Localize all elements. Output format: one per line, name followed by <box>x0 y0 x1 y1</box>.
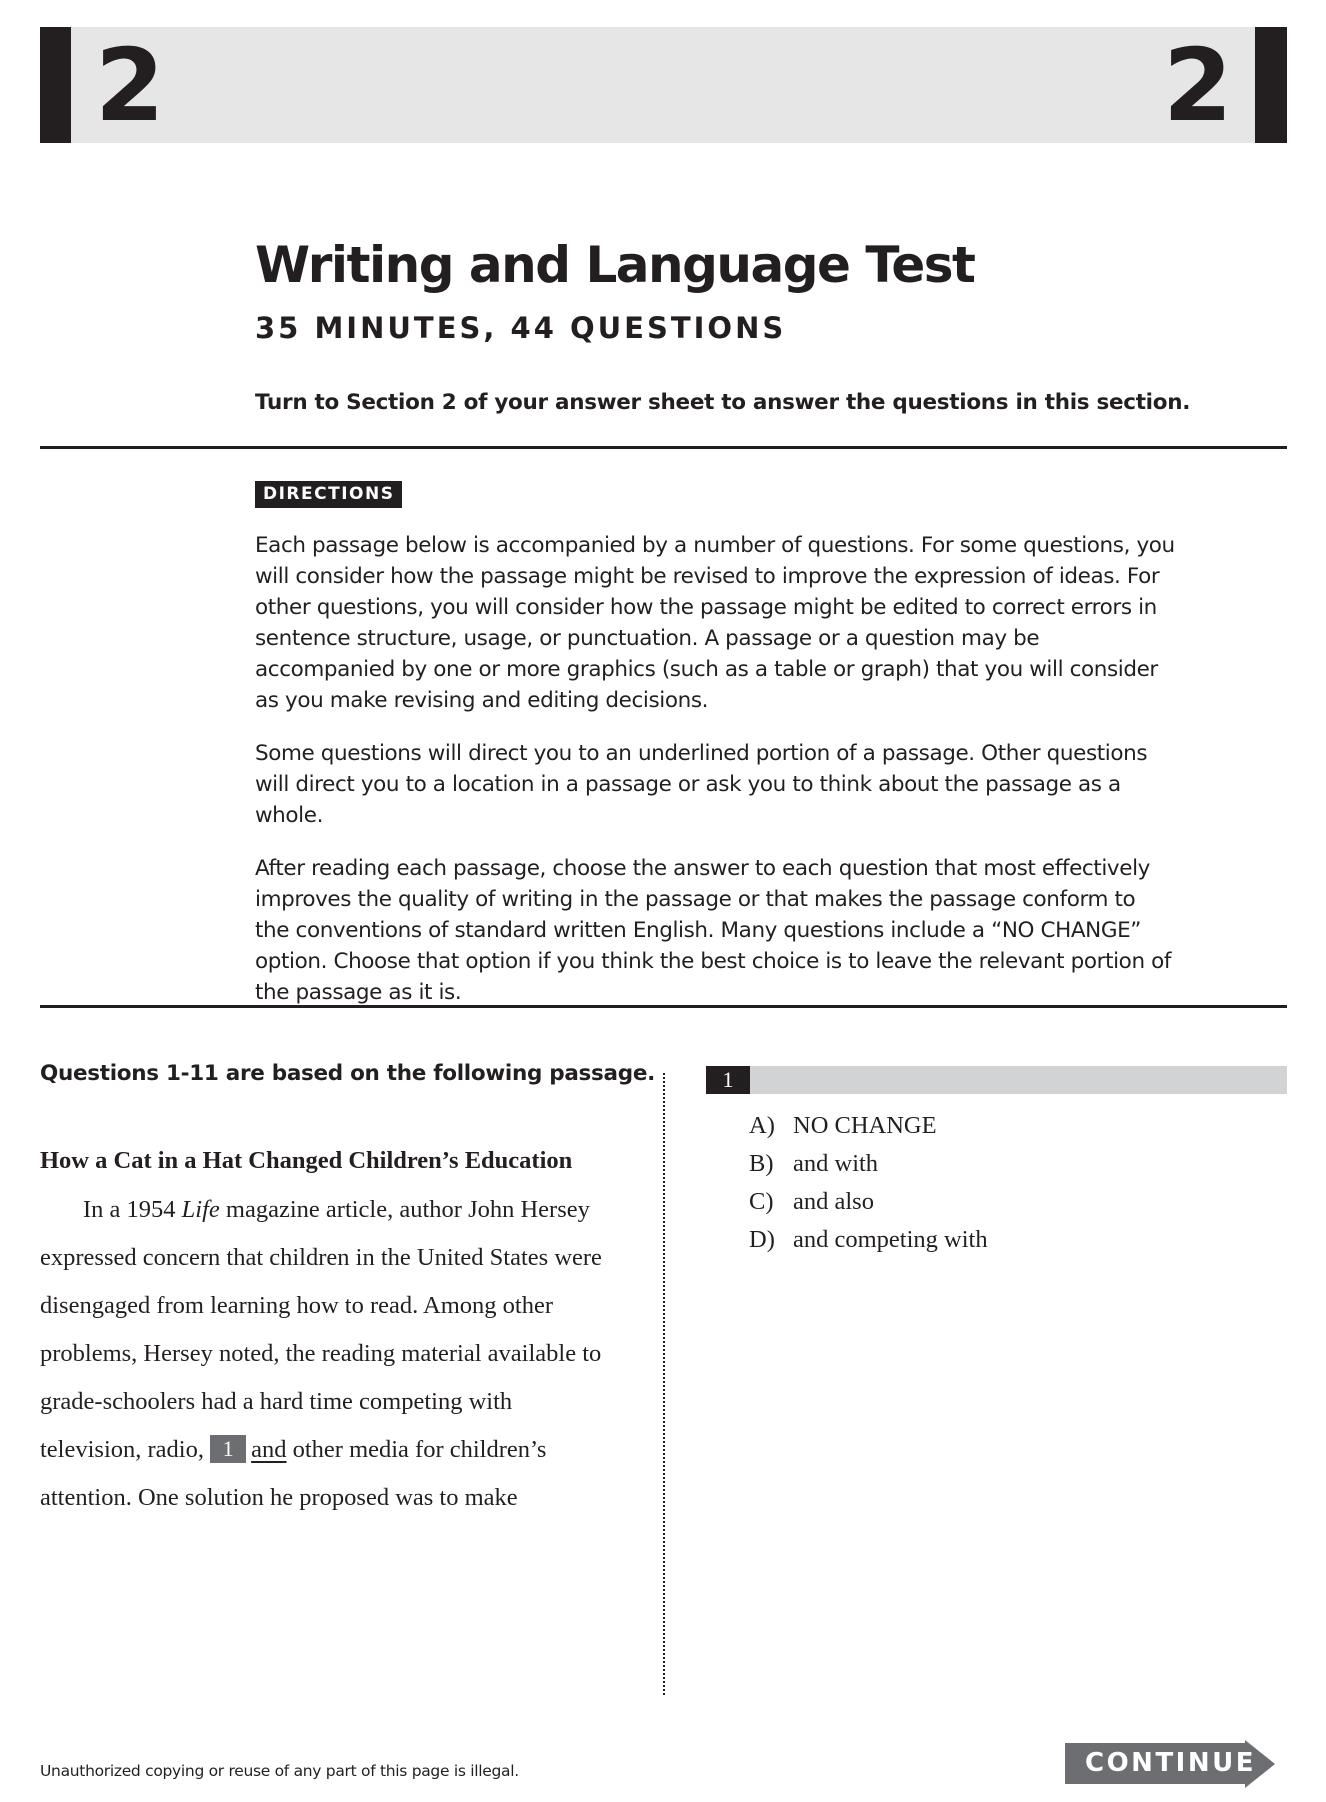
section-header-band <box>40 27 1287 143</box>
answer-choice-c[interactable] <box>749 1183 988 1221</box>
section-number-left: 2 <box>95 27 165 144</box>
test-subtitle: 35 MINUTES, 44 QUESTIONS <box>255 311 787 345</box>
column-divider <box>663 1073 665 1695</box>
passage-body <box>40 1186 640 1522</box>
choice-letter: D) <box>749 1226 775 1253</box>
choice-text: and also <box>793 1188 874 1215</box>
answer-choice-d[interactable] <box>749 1221 988 1259</box>
section-number-right: 2 <box>1163 27 1233 144</box>
header-bar-left <box>40 27 71 143</box>
passage-intro: Questions 1-11 are based on the following passage. <box>40 1061 655 1086</box>
passage-line <box>40 1426 640 1474</box>
header-bar-right <box>1255 27 1287 143</box>
test-title: Writing and Language Test <box>255 236 975 294</box>
passage-line: disengaged from learning how to read. Among other <box>40 1292 554 1319</box>
section-instruction: Turn to Section 2 of your answer sheet to answer the questions in this section. <box>255 390 1191 415</box>
choice-text: and competing with <box>793 1226 988 1253</box>
choice-letter: A) <box>749 1112 775 1139</box>
bottom-divider-rule <box>40 1005 1287 1008</box>
passage-line: expressed concern that children in the United States were <box>40 1244 602 1271</box>
passage-text: other media for children’s <box>286 1436 547 1463</box>
directions-paragraph-1: Each passage below is accompanied by a number of questions. For some questions, you will consider how the passage might be revised to improve the expression of ideas. For other questions, you will consider how the passage might be edited to correct errors in sentence structure, usage, or punctuation. A passage or a question may be accompanied by one or more graphics (such as a table or graph) that you will consider as you make revising and editing decisions. <box>255 533 1175 713</box>
copyright-notice: Unauthorized copying or reuse of any part of this page is illegal. <box>40 1762 519 1780</box>
passage-line: attention. One solution he proposed was to make <box>40 1484 518 1511</box>
directions-badge: DIRECTIONS <box>255 481 402 508</box>
continue-button[interactable] <box>1065 1740 1283 1790</box>
answer-choice-a[interactable] <box>749 1107 988 1145</box>
continue-label: CONTINUE <box>1085 1748 1256 1778</box>
question-number: 1 <box>706 1066 750 1094</box>
directions-text <box>255 530 1175 1030</box>
passage-line <box>40 1186 640 1234</box>
question-header-bar <box>706 1066 1287 1094</box>
answer-choice-b[interactable] <box>749 1145 988 1183</box>
directions-paragraph-2: Some questions will direct you to an underlined portion of a passage. Other questions will direct you to a location in a passage or ask you to think about the passage as a whole. <box>255 741 1148 828</box>
choice-text: and with <box>793 1150 879 1177</box>
question-marker-1[interactable]: 1 <box>210 1435 246 1463</box>
top-divider-rule <box>40 446 1287 449</box>
choice-letter: C) <box>749 1188 774 1215</box>
passage-line: problems, Hersey noted, the reading material available to <box>40 1340 602 1367</box>
underlined-portion: and <box>251 1436 287 1463</box>
passage-line: grade-schoolers had a hard time competing with <box>40 1388 513 1415</box>
passage-text: magazine article, author John Hersey <box>219 1196 590 1223</box>
passage-italic-text: Life <box>181 1196 220 1223</box>
passage-text: In a 1954 <box>83 1196 182 1223</box>
answer-choices <box>749 1107 988 1259</box>
passage-title: How a Cat in a Hat Changed Children’s Education <box>40 1147 573 1174</box>
directions-paragraph-3: After reading each passage, choose the answer to each question that most effectively improves the quality of writing in the passage or that makes the passage conform to the conventions of standard written English. Many questions include a “NO CHANGE” option. Choose that option if you think the best choice is to leave the relevant portion of the passage as it is. <box>255 856 1172 1005</box>
choice-letter: B) <box>749 1150 774 1177</box>
passage-text: television, radio, <box>40 1436 211 1463</box>
choice-text: NO CHANGE <box>793 1112 937 1139</box>
